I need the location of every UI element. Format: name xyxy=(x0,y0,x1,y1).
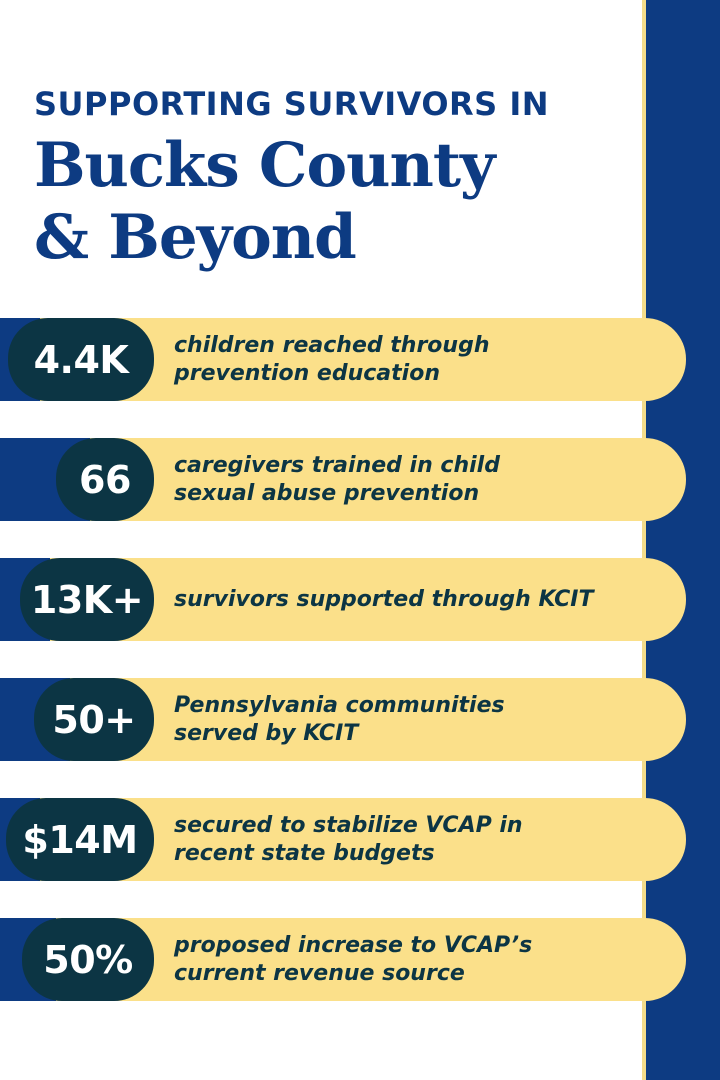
headline-line-2: & Beyond xyxy=(34,202,356,273)
stat-row xyxy=(0,558,686,641)
stat-description: caregivers trained in child sexual abuse prevention xyxy=(174,452,500,506)
stat-value: 50% xyxy=(22,918,154,1001)
stat-value: 66 xyxy=(56,438,154,521)
stat-row xyxy=(0,318,686,401)
page-header xyxy=(34,85,634,274)
stat-description: proposed increase to VCAP’s current revenue source xyxy=(174,932,533,986)
stat-value: $14M xyxy=(6,798,154,881)
stat-value: 50+ xyxy=(34,678,154,761)
stat-row xyxy=(0,918,686,1001)
headline-line-1: Bucks County xyxy=(34,130,495,201)
stat-description: Pennsylvania communities served by KCIT xyxy=(174,692,505,746)
stat-description: survivors supported through KCIT xyxy=(174,586,594,612)
stat-row xyxy=(0,798,686,881)
stat-description: children reached through prevention education xyxy=(174,332,490,386)
page-title xyxy=(34,130,634,274)
stat-description: secured to stabilize VCAP in recent state budgets xyxy=(174,812,523,866)
header-kicker: SUPPORTING SURVIVORS IN xyxy=(34,85,550,123)
stat-row xyxy=(0,438,686,521)
stat-value: 4.4K xyxy=(8,318,154,401)
stat-row xyxy=(0,678,686,761)
stat-value: 13K+ xyxy=(20,558,154,641)
